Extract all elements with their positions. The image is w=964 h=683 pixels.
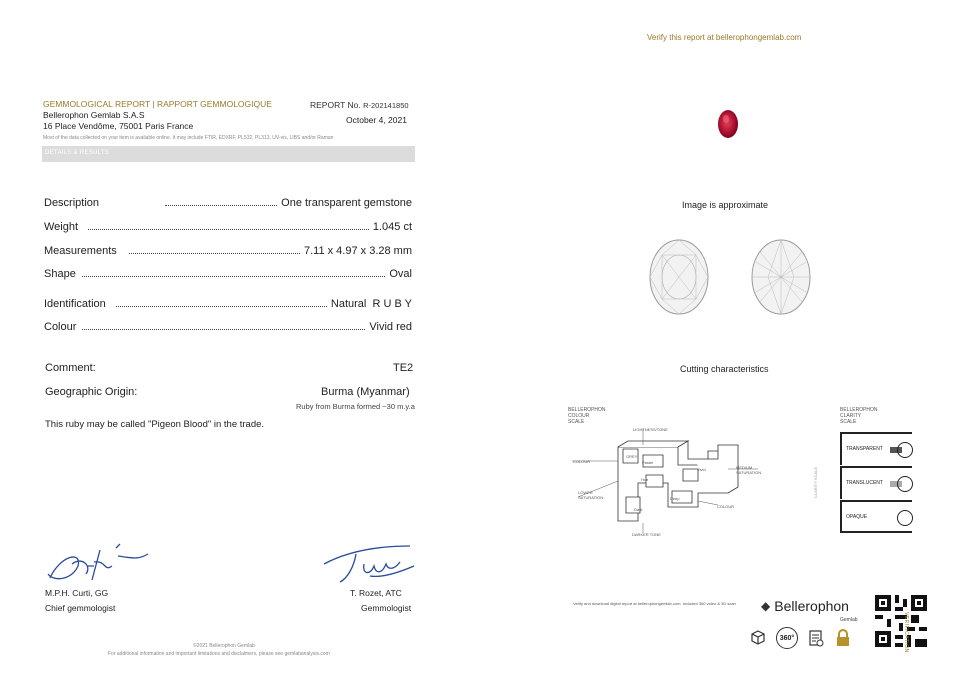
section-title: DETAILS & RESULTS [45, 150, 110, 156]
colour-scale-title [568, 407, 606, 425]
company-address: 16 Place Vendôme, 75001 Paris France [43, 121, 194, 131]
360-video-icon[interactable]: 360° [776, 627, 798, 649]
brand-logo [761, 598, 849, 614]
cutting-caption: Cutting characteristics [680, 364, 769, 374]
colour-label-hue: Hue [641, 477, 649, 482]
detail-row-shape [44, 268, 412, 280]
footer-disclaimer: For additional information and important limitations and disclaimers, please see gemlabanalysis.com [108, 651, 330, 657]
clarity-indicator-icon [890, 474, 914, 496]
detail-label: Measurements [44, 245, 117, 257]
signature-rozet [320, 540, 420, 586]
detail-value: Natural R U B Y [330, 298, 412, 310]
clarity-scale-title [840, 407, 878, 425]
signatory-role-2: Gemmologist [361, 603, 412, 613]
colour-label-deep: Deep [670, 496, 680, 501]
colour-label-lightness: LIGHTNESS/TONE [633, 427, 668, 432]
detail-row-measurements [44, 245, 412, 257]
report-number-label: REPORT No. [310, 100, 361, 110]
report-date: October 4, 2021 [346, 115, 407, 125]
verification-vertical-label: VERIFICATION [903, 612, 909, 653]
cutting-pavilion-diagram [750, 238, 812, 316]
detail-label: Identification [44, 298, 106, 310]
section-bar [42, 146, 415, 162]
company-name: Bellerophon Gemlab S.A.S [43, 110, 145, 120]
signatory-role-1: Chief gemmologist [45, 603, 116, 613]
detail-row-colour [44, 321, 412, 333]
colour-label-colour: COLOUR [573, 459, 591, 464]
colour-label-darker-tone: DARKER TONE [632, 532, 661, 537]
detail-value: Oval [389, 268, 412, 280]
leader-dots [129, 253, 300, 254]
clarity-scale-title-line: SCALE [840, 419, 857, 425]
leader-dots [82, 276, 386, 277]
origin-value: Burma (Myanmar) [321, 386, 410, 398]
colour-label-pastel: Pastel [642, 460, 654, 465]
colour-scale-title-line: COLOUR [568, 413, 590, 419]
trade-note: This ruby may be called "Pigeon Blood" in the trade. [45, 419, 265, 430]
lock-icon [834, 628, 852, 648]
signatory-name-2: T. Rozet, ATC [350, 588, 402, 598]
qr-code-icon[interactable] [875, 595, 927, 647]
detail-label: Weight [44, 221, 79, 233]
gemstone-image [716, 108, 740, 140]
footer-copyright: ©2021 Bellerophon Gemlab [193, 643, 255, 649]
verify-small-text: Verify and download digital report at bellerophongemlab.com. Included 360 video & 3D scan [573, 601, 736, 606]
clarity-level-opaque [840, 500, 912, 533]
comment-label: Comment: [45, 362, 96, 374]
leader-dots [116, 306, 327, 307]
detail-value: 1.045 ct [372, 221, 412, 233]
certificate-icon[interactable] [806, 628, 826, 648]
image-caption: Image is approximate [682, 200, 769, 210]
clarity-level-label: TRANSPARENT [846, 446, 883, 452]
feature-icons [748, 627, 852, 649]
signature-curti [42, 536, 152, 586]
leader-dots [88, 229, 369, 230]
report-number-value: R-202141850 [363, 101, 409, 110]
clarity-level-label: OPAQUE [846, 514, 868, 520]
colour-label-vivid: Vivid [697, 467, 706, 472]
detail-row-description [44, 197, 412, 209]
colour-scale-diagram [568, 425, 768, 537]
clarity-side-label: CLARITY SCALE [813, 466, 819, 499]
report-number [310, 100, 409, 110]
comment-value: TE2 [393, 362, 414, 374]
clarity-indicator-icon [890, 440, 914, 462]
detail-label: Colour [44, 321, 77, 333]
colour-label-grey: GREY [626, 454, 638, 459]
detail-value: 7.11 x 4.97 x 3.28 mm [303, 245, 412, 257]
origin-note: Ruby from Burma formed ~30 m.y.a [296, 402, 415, 411]
colour-label-lower-saturation: LOWER SATURATION [578, 490, 604, 500]
report-title: GEMMOLOGICAL REPORT | RAPPORT GEMMOLOGIQUE [43, 99, 272, 109]
signatory-name-1: M.P.H. Curti, GG [45, 588, 109, 598]
brand-sub: Gemlab [840, 617, 858, 623]
detail-label: Description [44, 197, 100, 209]
brand-name: Bellerophon [774, 598, 849, 614]
colour-scale-title-line: SCALE [568, 419, 585, 425]
detail-label: Shape [44, 268, 76, 280]
detail-row-identification [44, 298, 412, 310]
detail-value: One transparent gemstone [281, 197, 412, 209]
colour-label-colour-right: COLOUR [717, 504, 735, 509]
clarity-level-transparent [840, 432, 912, 465]
colour-label-medium-saturation: MEDIUM SATURATION [736, 465, 762, 475]
clarity-level-translucent [840, 466, 912, 499]
clarity-scale-title-line: CLARITY [840, 413, 862, 419]
detail-value: Vivid red [369, 321, 412, 333]
clarity-level-label: TRANSLUCENT [846, 480, 883, 486]
clarity-indicator-icon [890, 508, 914, 530]
colour-label-dark: Dark [634, 507, 643, 512]
data-note: Most of the data collected on your item is available online. It may include FTIR, EDXRF, PL532, PL313, UV-vis, LIBS and/or Raman [43, 135, 334, 141]
cutting-crown-diagram [648, 238, 710, 316]
clarity-scale-title-line: BELLEROPHON [840, 407, 878, 413]
detail-row-weight [44, 221, 412, 233]
leader-dots [82, 329, 365, 330]
cube-scan-icon[interactable] [748, 628, 768, 648]
colour-scale-title-line: BELLEROPHON [568, 407, 606, 413]
brand-diamond-icon: ◆ [761, 599, 771, 613]
origin-label: Geographic Origin: [45, 386, 138, 398]
verify-link[interactable]: Verify this report at bellerophongemlab.com [647, 33, 802, 42]
leader-dots [165, 205, 277, 206]
